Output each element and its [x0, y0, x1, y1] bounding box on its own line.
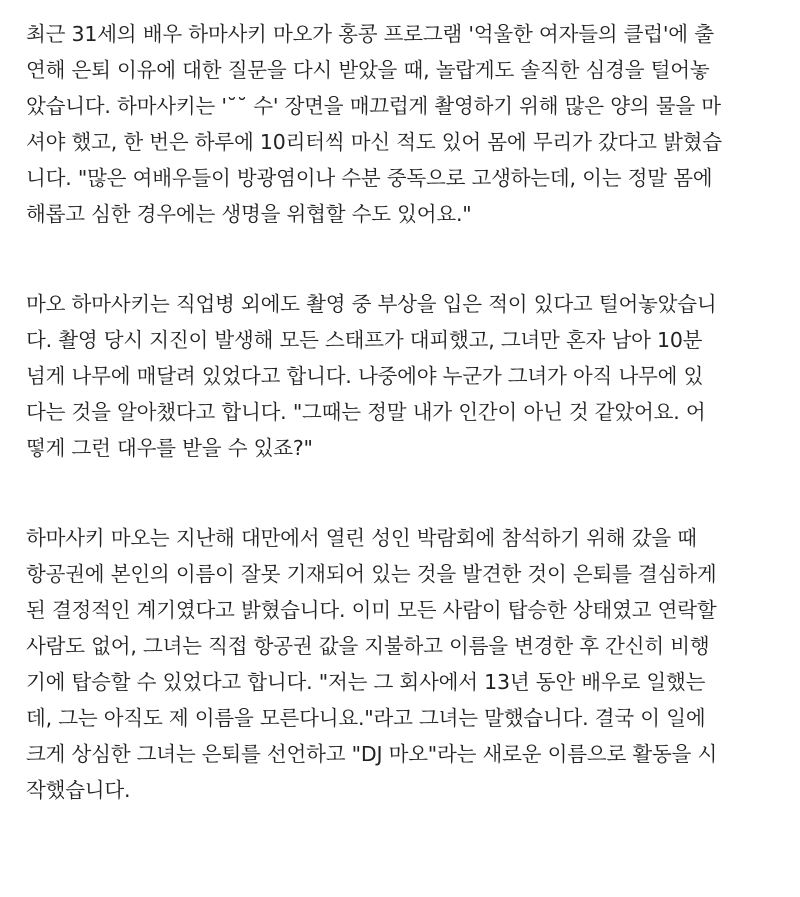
- paragraph-1: [26, 16, 800, 232]
- text-line: 마오 하마사키는 직업병 외에도 촬영 중 부상을 입은 적이 있다고 털어놓았습니: [26, 292, 717, 316]
- text-line: 해롭고 심한 경우에는 생명을 위협할 수도 있어요.": [26, 202, 472, 226]
- text-line: 기에 탑승할 수 있었다고 합니다. "저는 그 회사에서 13년 동안 배우로 일했는: [26, 670, 706, 694]
- text-line: 넘게 나무에 매달려 있었다고 합니다. 나중에야 누군가 그녀가 아직 나무에 있: [26, 364, 704, 388]
- text-line: 연해 은퇴 이유에 대한 질문을 다시 받았을 때, 놀랍게도 솔직한 심경을 털어놓: [26, 58, 710, 82]
- text-line: 니다. "많은 여배우들이 방광염이나 수분 중독으로 고생하는데, 이는 정말 몸에: [26, 166, 713, 190]
- text-line: 떻게 그런 대우를 받을 수 있죠?": [26, 436, 313, 460]
- paragraph-3: [26, 520, 800, 808]
- text-line: 았습니다. 하마사키는 '˘˘ 수' 장면을 매끄럽게 촬영하기 위해 많은 양의 물을 마: [26, 94, 721, 118]
- text-line: 된 결정적인 계기였다고 밝혔습니다. 이미 모든 사람이 탑승한 상태였고 연락할: [26, 598, 717, 622]
- text-line: 하마사키 마오는 지난해 대만에서 열린 성인 박람회에 참석하기 위해 갔을 때: [26, 526, 697, 550]
- article-body: [26, 0, 800, 808]
- text-line: 항공권에 본인의 이름이 잘못 기재되어 있는 것을 발견한 것이 은퇴를 결심하게: [26, 562, 717, 586]
- text-line: 사람도 없어, 그녀는 직접 항공권 값을 지불하고 이름을 변경한 후 간신히 비행: [26, 634, 710, 658]
- text-line: 작했습니다.: [26, 778, 131, 802]
- text-line: 셔야 했고, 한 번은 하루에 10리터씩 마신 적도 있어 몸에 무리가 갔다고 밝혔습: [26, 130, 722, 154]
- text-line: 크게 상심한 그녀는 은퇴를 선언하고 "DJ 마오"라는 새로운 이름으로 활동을 시: [26, 742, 718, 766]
- text-line: 다. 촬영 당시 지진이 발생해 모든 스태프가 대피했고, 그녀만 혼자 남아 10분: [26, 328, 703, 352]
- text-line: 최근 31세의 배우 하마사키 마오가 홍콩 프로그램 '억울한 여자들의 클럽'에 출: [26, 22, 714, 46]
- text-line: 데, 그는 아직도 제 이름을 모른다니요."라고 그녀는 말했습니다. 결국 이 일에: [26, 706, 706, 730]
- text-line: 다는 것을 알아챘다고 합니다. "그때는 정말 내가 인간이 아닌 것 같았어요. 어: [26, 400, 706, 424]
- paragraph-2: [26, 286, 800, 466]
